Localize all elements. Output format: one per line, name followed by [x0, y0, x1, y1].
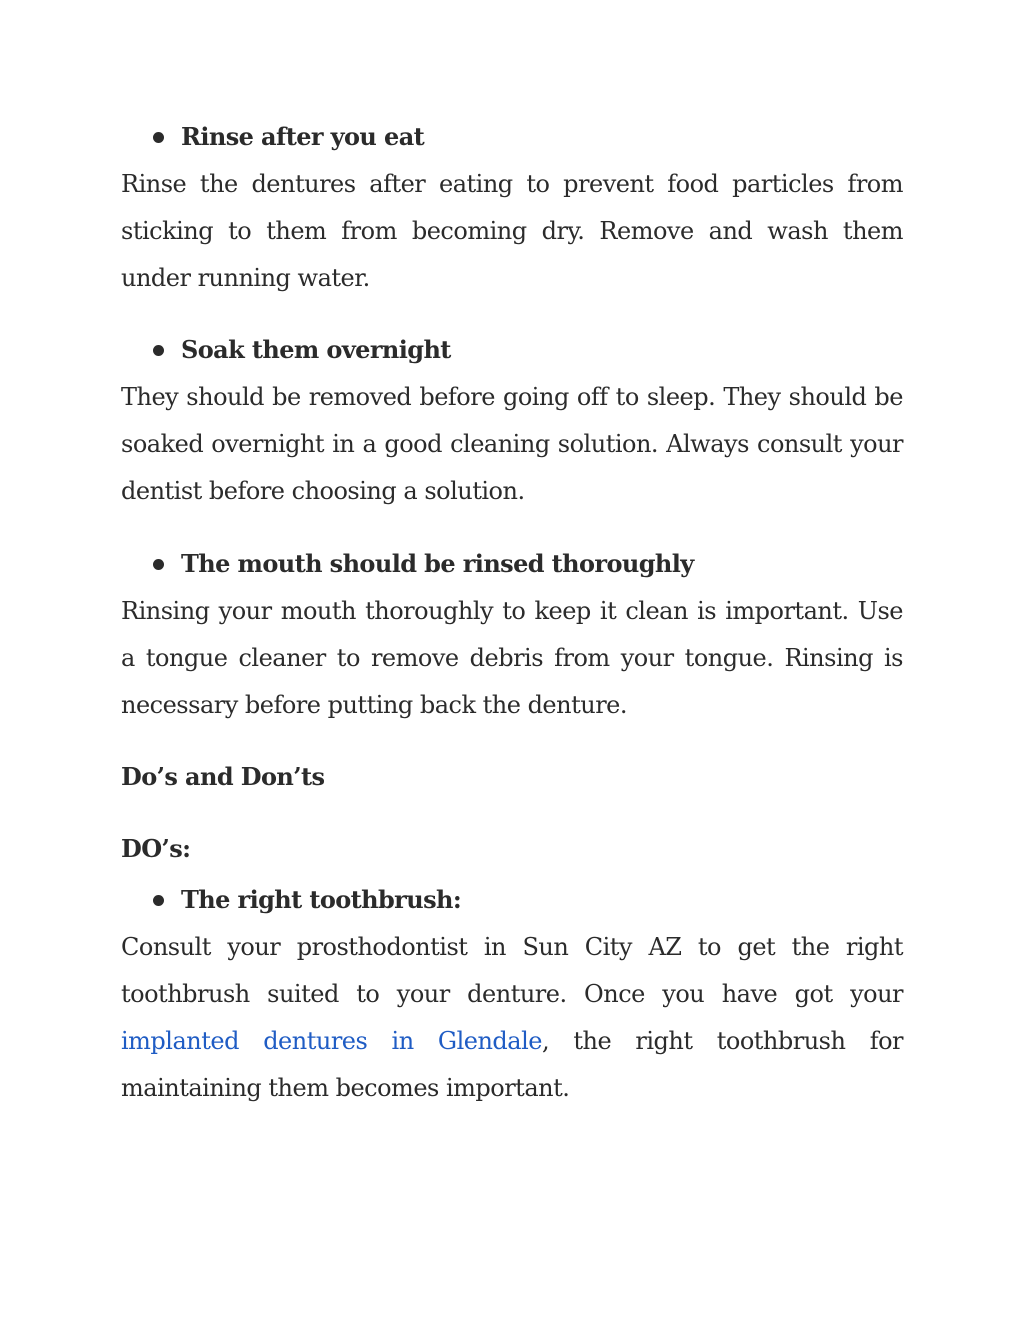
- paragraph-soak: They should be removed before going off to sleep. They should be soaked overnight in a good cleaning solution. Always consult your dentist before choosing a solution.: [121, 383, 903, 505]
- heading-text: The right toothbrush:: [181, 885, 462, 914]
- bullet-dot-icon: [153, 895, 164, 906]
- heading-text: Rinse after you eat: [181, 122, 425, 151]
- paragraph-toothbrush: [121, 924, 903, 1112]
- heading-text: The mouth should be rinsed thoroughly: [181, 549, 694, 578]
- bullet-dot-icon: [153, 559, 164, 570]
- paragraph-mouth-rinse: Rinsing your mouth thoroughly to keep it clean is important. Use a tongue cleaner to remove debris from your tongue. Rinsing is necessary before putting back the denture.: [121, 597, 903, 719]
- dos-heading: DO’s:: [121, 834, 191, 863]
- glendale-dentures-link[interactable]: implanted dentures in Glendale: [121, 1027, 542, 1055]
- bullet-heading-soak: [121, 335, 903, 365]
- dos-and-donts-heading: Do’s and Don’ts: [121, 762, 325, 791]
- paragraph-text: , the right toothbrush for maintaining them becomes important.: [121, 1027, 903, 1102]
- heading-text: Soak them overnight: [181, 335, 451, 364]
- bullet-dot-icon: [153, 132, 164, 143]
- bullet-dot-icon: [153, 345, 164, 356]
- paragraph-rinse: Rinse the dentures after eating to prevent food particles from sticking to them from becoming dry. Remove and wash them under running water.: [121, 170, 903, 292]
- paragraph-text: Consult your prosthodontist in Sun City AZ to get the right toothbrush suited to your denture. Once you have got your: [121, 933, 903, 1008]
- bullet-heading-mouth-rinse: [121, 549, 903, 579]
- bullet-heading-toothbrush: [121, 885, 903, 915]
- bullet-heading-rinse: [121, 122, 903, 152]
